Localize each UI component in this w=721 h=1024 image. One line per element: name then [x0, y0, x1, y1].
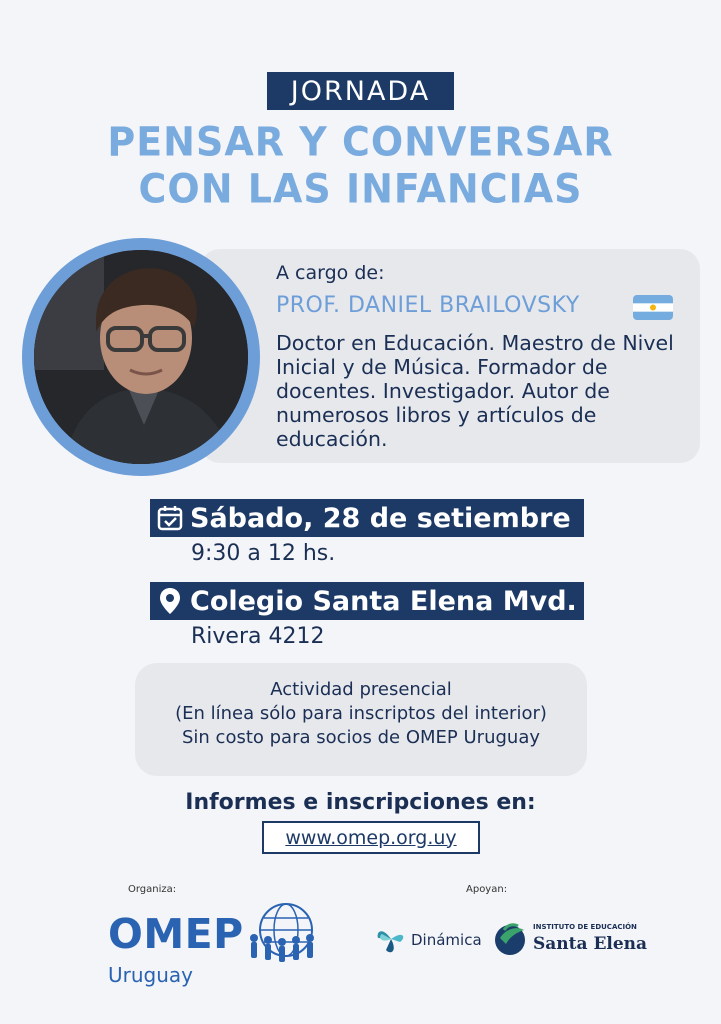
- event-date: Sábado, 28 de setiembre: [190, 502, 571, 534]
- organiza-label: Organiza:: [128, 884, 177, 895]
- event-time: 9:30 a 12 hs.: [191, 541, 336, 566]
- apoyan-label: Apoyan:: [466, 884, 508, 895]
- place-bar: [150, 582, 584, 620]
- info-line-presencial: Actividad presencial: [270, 679, 452, 700]
- omep-globe-icon: [246, 902, 322, 964]
- dinamica-logo-text: Dinámica: [411, 931, 482, 949]
- event-place: Colegio Santa Elena Mvd.: [190, 585, 577, 617]
- speaker-portrait-icon: [34, 250, 248, 464]
- dinamica-logo-icon: [374, 922, 408, 956]
- santa-elena-logo-top-text: INSTITUTO DE EDUCACIÓN: [533, 923, 637, 931]
- cargo-label: A cargo de:: [276, 262, 385, 284]
- speaker-bio: Doctor en Educación. Maestro de Nivel Inicial y de Música. Formador de docentes. Investigador. Autor de numerosos libros y artículos de educación.: [276, 331, 674, 451]
- info-line-costo: Sin costo para socios de OMEP Uruguay: [181, 727, 540, 748]
- omep-country: Uruguay: [108, 963, 193, 987]
- santa-elena-logo-icon: [492, 920, 528, 956]
- speaker-photo: [34, 250, 248, 464]
- event-title-line1: PENSAR Y CONVERSAR: [107, 118, 614, 166]
- event-title-line2: CON LAS INFANCIAS: [138, 165, 583, 213]
- santa-elena-logo-text: Santa Elena: [533, 934, 648, 954]
- omep-logo-text: OMEP: [108, 910, 244, 958]
- jornada-badge: JORNADA: [267, 72, 454, 110]
- argentina-flag-icon: [633, 295, 673, 320]
- website-link[interactable]: www.omep.org.uy: [262, 821, 480, 854]
- event-address: Rivera 4212: [191, 624, 325, 649]
- info-line-online: (En línea sólo para inscriptos del interior): [175, 703, 547, 724]
- date-bar: [150, 499, 584, 537]
- calendar-icon: [150, 505, 190, 531]
- registration-label: Informes e inscripciones en:: [185, 790, 536, 815]
- speaker-name: PROF. DANIEL BRAILOVSKY: [276, 293, 580, 318]
- location-pin-icon: [150, 587, 190, 615]
